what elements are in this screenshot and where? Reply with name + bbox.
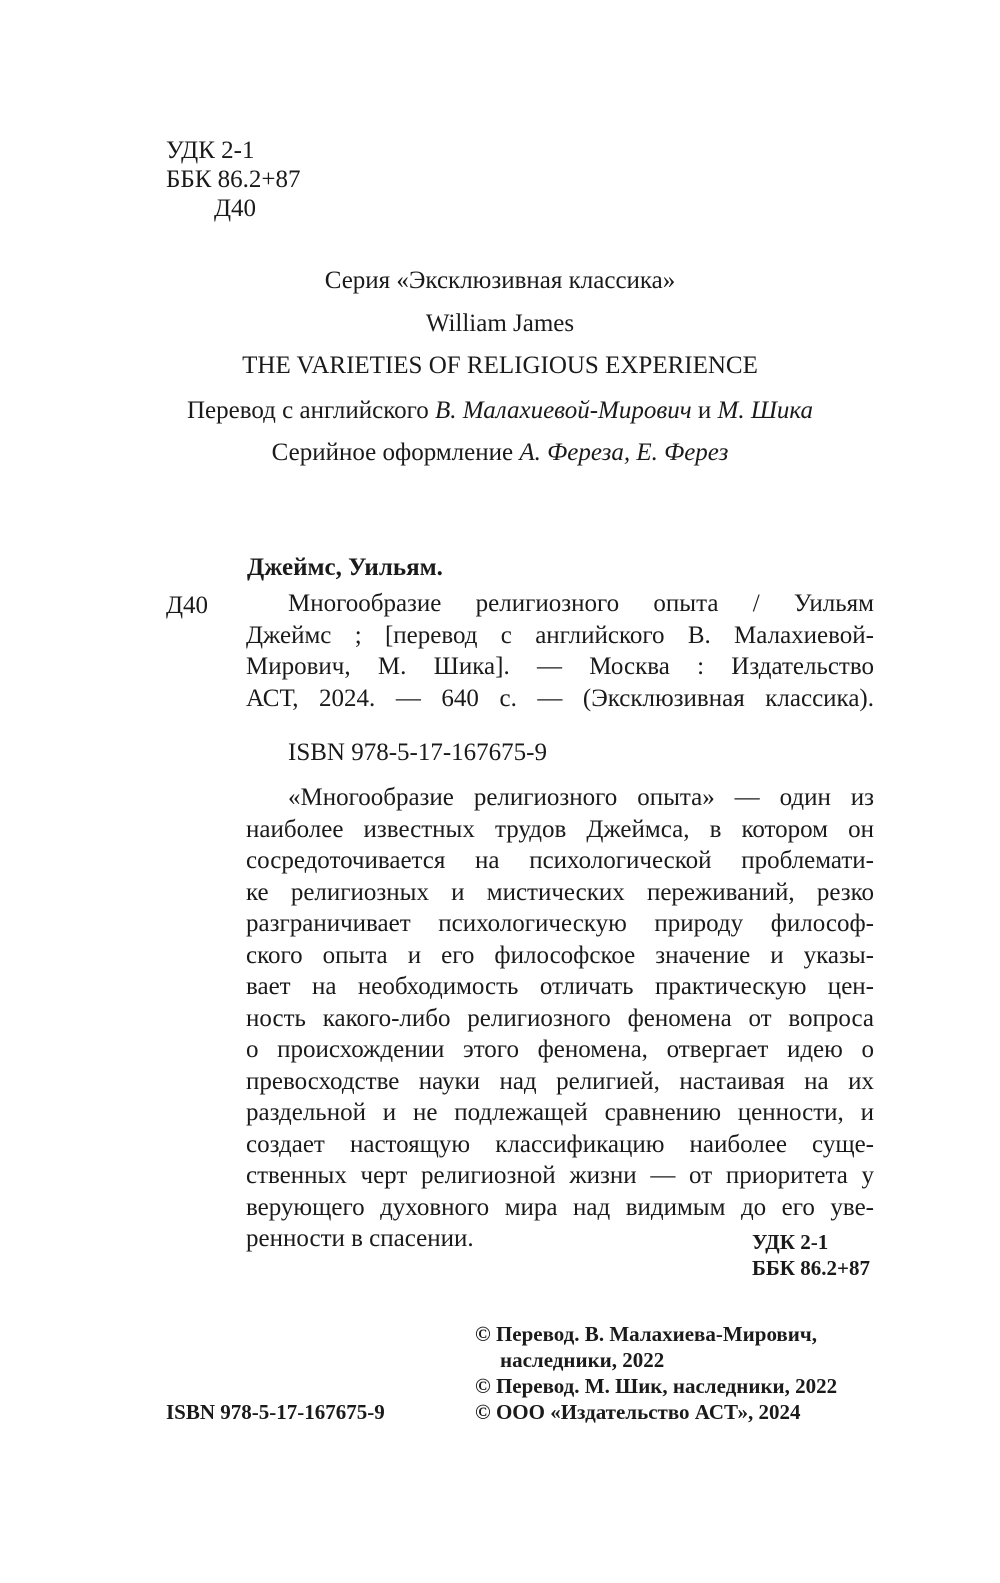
copyright-translation-2: © Перевод. М. Шик, наследники, 2022: [475, 1374, 838, 1398]
original-title: THE VARIETIES OF RELIGIOUS EXPERIENCE: [242, 352, 758, 379]
annotation-line: ке религиозных и мистических переживаний, резко: [246, 878, 874, 906]
series-name: Серия «Эксклюзивная классика»: [324, 267, 676, 294]
annotation-line: ренности в спасении.: [246, 1225, 474, 1252]
translation-joiner: и: [691, 397, 718, 424]
biblio-line: АСТ, 2024. — 640 с. — (Эксклюзивная классика).: [246, 684, 874, 712]
isbn-record: ISBN 978-5-17-167675-9: [288, 739, 548, 766]
bbk-code: ББК 86.2+87: [166, 166, 301, 193]
biblio-line: Мирович, М. Шика]. — Москва : Издательство: [246, 653, 874, 680]
annotation: [246, 782, 874, 1255]
author-original-name: William James: [425, 310, 575, 337]
annotation-line: сосредоточивается на психологической проблемати-: [246, 847, 874, 874]
translator-2: М. Шика: [717, 397, 813, 424]
annotation-line: ность какого-либо религиозного феномена от вопроса: [246, 1004, 874, 1032]
author-code: Д40: [214, 195, 257, 222]
bibliographic-description: [246, 588, 874, 714]
annotation-line: разграничивает психологическую природу философ-: [246, 910, 874, 937]
design-credit: [0, 438, 1000, 468]
annotation-line: о происхождении этого феномена, отвергает идею о: [246, 1036, 874, 1063]
copyright-publisher: © ООО «Издательство АСТ», 2024: [475, 1400, 801, 1424]
author-heading: Джеймс, Уильям.: [247, 554, 443, 581]
copyright-translation-1-cont: наследники, 2022: [500, 1348, 665, 1372]
udk-code-footer: УДК 2-1: [752, 1230, 829, 1254]
copyright-translation-1: © Перевод. В. Малахиева-Мирович,: [475, 1322, 817, 1346]
isbn-footer: ISBN 978-5-17-167675-9: [166, 1400, 385, 1424]
annotation-line: создает настоящую классификацию наиболее суще-: [246, 1130, 874, 1158]
annotation-line: верующего духовного мира над видимым до его уве-: [246, 1193, 874, 1221]
annotation-line: вает на необходимость отличать практическую цен-: [246, 973, 874, 1000]
biblio-line: Джеймс ; [перевод с английского В. Малахиевой-: [246, 621, 874, 649]
annotation-line: превосходстве науки над религией, настаивая на их: [246, 1067, 874, 1095]
annotation-line: ского опыта и его философское значение и указы-: [246, 941, 874, 969]
translation-credit: [0, 396, 1000, 426]
designers: А. Фереза, Е. Ферез: [519, 439, 729, 466]
udk-code: УДК 2-1: [166, 137, 255, 164]
biblio-line: Многообразие религиозного опыта / Уильям: [288, 590, 874, 617]
bbk-code-footer: ББК 86.2+87: [752, 1256, 870, 1280]
annotation-line: ственных черт религиозной жизни — от приоритета у: [246, 1162, 874, 1189]
translation-prefix: Перевод с английского: [187, 397, 436, 424]
record-code: Д40: [166, 592, 209, 619]
translator-1: В. Малахиевой-Мирович: [435, 397, 692, 424]
annotation-line: «Многообразие религиозного опыта» — один из: [288, 784, 874, 811]
annotation-line: наиболее известных трудов Джеймса, в котором он: [246, 815, 874, 843]
design-prefix: Серийное оформление: [271, 439, 520, 466]
annotation-line: раздельной и не подлежащей сравнению ценности, и: [246, 1099, 874, 1126]
